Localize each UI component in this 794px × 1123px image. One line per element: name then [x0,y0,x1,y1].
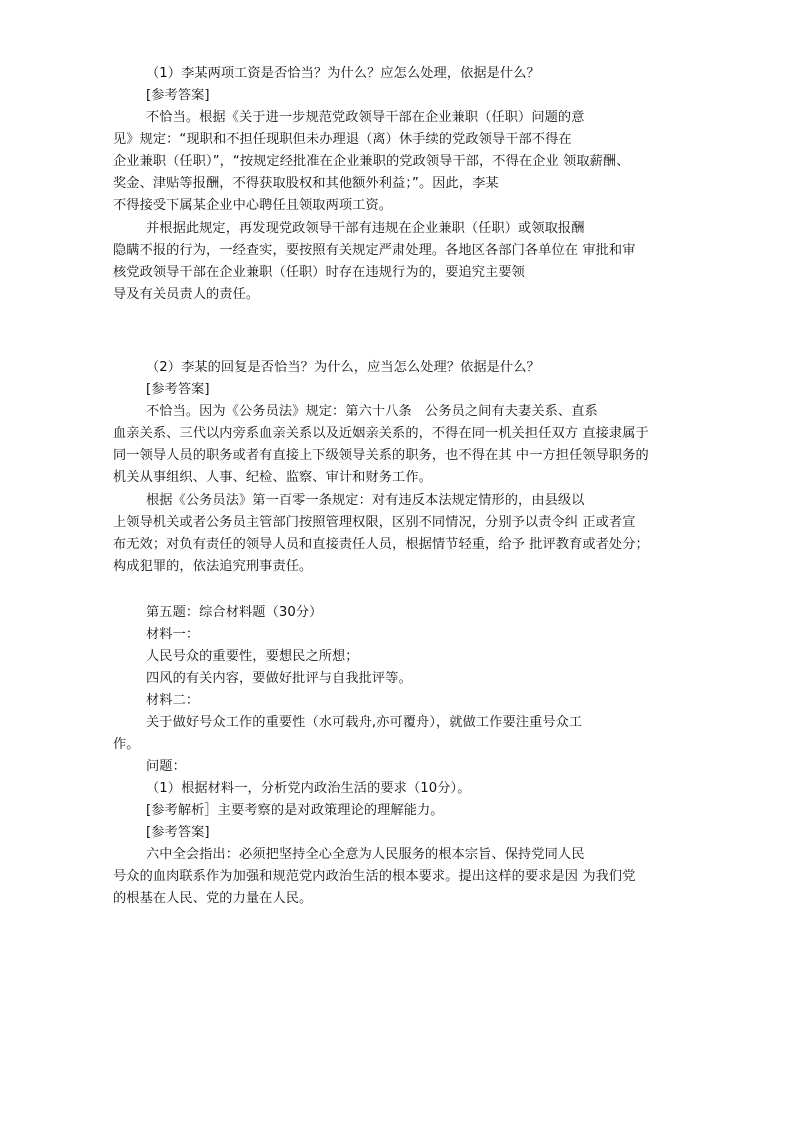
text-line: 不得接受下属某企业中心聘任且领取两项工资。 [113,198,393,213]
text-line: 核党政领导干部在企业兼职（任职）时存在违规行为的，要追究主要领 [113,265,525,280]
text-line: 上领导机关或者公务员主管部门按照管理权限，区别不同情况，分别予以责令纠 正或者宣 [113,515,636,530]
text-line: 见》规定：“现职和不担任现职但未办理退（离）休手续的党政领导干部不得在 [113,132,572,147]
answer-label: [参考答案] [146,825,210,840]
text-line: 关于做好号众工作的重要性（水可载舟,亦可覆舟），就做工作要注重号众工 [146,715,583,730]
material-label: 材料二： [146,693,200,708]
question-label: 问题： [146,759,186,774]
analysis-label: [参考解析］主要考察的是对政策理论的理解能力。 [146,803,444,818]
text-line: 六中全会指出：必须把坚持全心全意为人民服务的根本宗旨、保持党同人民 [146,847,585,862]
answer-label: [参考答案] [146,88,210,103]
text-line: 企业兼职（任职）”，“按规定经批准在企业兼职的党政领导干部，不得在企业 领取薪酬、 [113,154,630,169]
text-line: 奖金、津贴等报酬，不得获取股权和其他额外利益；”。因此，李某 [113,176,499,191]
text-line: 的根基在人民、党的力量在人民。 [113,891,313,906]
text-line: 机关从事组织、人事、纪检、监察、审计和财务工作。 [113,470,432,485]
text-line: 导及有关员责人的责任。 [113,287,260,302]
text-line: 构成犯罪的，依法追究刑事责任。 [113,559,313,574]
text-line: 不恰当。根据《关于进一步规范党政领导干部在企业兼职（任职）问题的意 [146,110,585,125]
text-line: 并根据此规定，再发现党政领导干部有违规在企业兼职（任职）或领取报酬 [146,221,585,236]
section-title: 第五题：综合材料题（30分） [146,605,323,620]
material-label: 材料一： [146,627,200,642]
answer-label: [参考答案] [146,382,210,397]
text-line: 作。 [113,737,140,752]
text-line: 隐瞒不报的行为，一经查实，要按照有关规定严肃处理。各地区各部门各单位在 审批和审 [113,243,636,258]
text-line: 血亲关系、三代以内旁系血亲关系以及近姻亲关系的，不得在同一机关担任双方 直接隶属于 [113,426,649,441]
question-2: （2）李某的回复是否恰当？为什么，应当怎么处理？依据是什么？ [146,360,540,375]
text-line: 布无效；对负有责任的领导人员和直接责任人员，根据情节轻重，给予 批评教育或者处分； [113,537,649,552]
text-line: 四风的有关内容，要做好批评与自我批评等。 [146,671,412,686]
text-line: 根据《公务员法》第一百零一条规定：对有违反本法规定情形的，由县级以 [146,493,585,508]
question-1: （1）李某两项工资是否恰当？为什么？应怎么处理，依据是什么？ [146,66,540,81]
text-line: 同一领导人员的职务或者有直接上下级领导关系的职务，也不得在其 中一方担任领导职务的 [113,448,649,463]
question-3: （1）根据材料一，分析党内政治生活的要求（10分）。 [146,781,471,796]
text-line: 号众的血肉联系作为加强和规范党内政治生活的根本要求。提出这样的要求是因 为我们党 [113,869,636,884]
text-line: 人民号众的重要性，要想民之所想； [146,649,359,664]
text-line: 不恰当。因为《公务员法》规定：第六十八条 公务员之间有夫妻关系、直系 [146,404,598,419]
